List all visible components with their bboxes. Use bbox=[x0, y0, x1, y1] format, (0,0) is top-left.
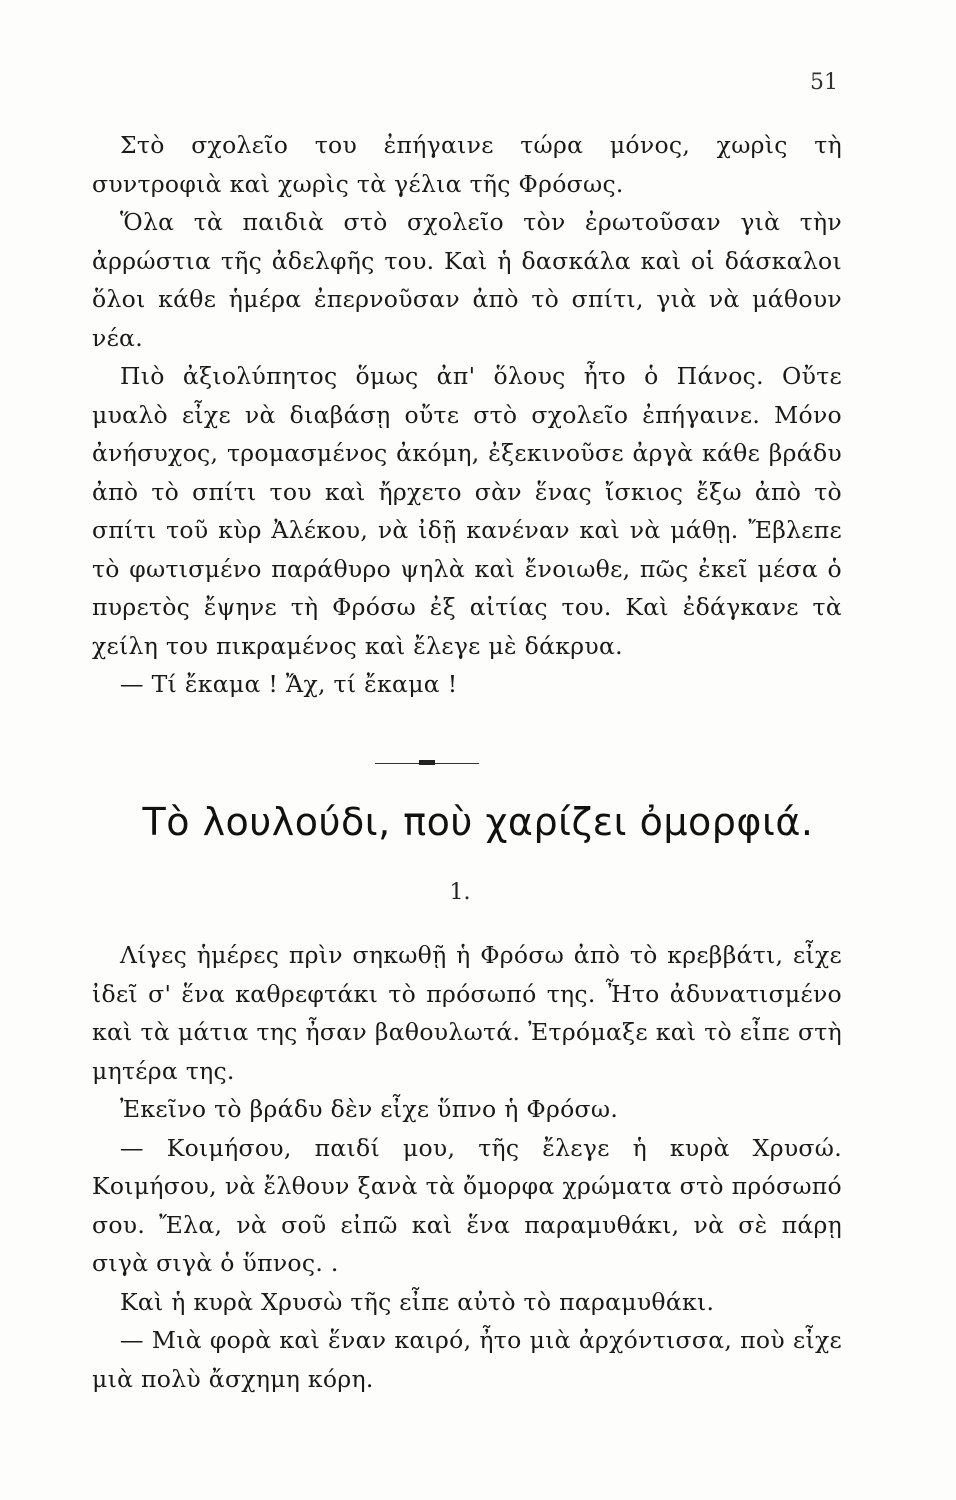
paragraph: Στὸ σχολεῖο του ἐπήγαινε τώρα μόνος, χωρὶς τὴ συντροφιὰ καὶ χωρὶς τὰ γέλια τῆς Φρόσως. bbox=[92, 131, 842, 198]
page-number: 51 bbox=[810, 70, 838, 95]
divider-ornament bbox=[419, 760, 435, 765]
dialogue-line: — Τί ἔκαμα ! Ἄχ, τί ἔκαμα ! bbox=[120, 670, 458, 698]
dialogue-line: — Μιὰ φορὰ καὶ ἕναν καιρό, ἦτο μιὰ ἀρχόντισσα, ποὺ εἶχε μιὰ πολὺ ἄσχημη κόρη. bbox=[92, 1326, 842, 1393]
text-section-after bbox=[92, 936, 842, 1398]
chapter-number: 1. bbox=[449, 880, 471, 905]
paragraph: Καὶ ἡ κυρὰ Χρυσὼ τῆς εἶπε αὐτὸ τὸ παραμυθάκι. bbox=[120, 1287, 715, 1316]
dialogue-line: — Κοιμήσου, παιδί μου, τῆς ἔλεγε ἡ κυρὰ Χρυσώ. Κοιμήσου, νὰ ἔλθουν ξανὰ τὰ ὄμορφα χρώματα στὸ πρόσωπό σου. Ἔλα, νὰ σοῦ εἰπῶ καὶ ἕνα παραμυθάκι, νὰ σὲ πάρῃ σιγὰ σιγὰ ὁ ὕπνος. . bbox=[92, 1133, 842, 1277]
paragraph: Ἐκεῖνο τὸ βράδυ δὲν εἶχε ὕπνο ἡ Φρόσω. bbox=[120, 1095, 619, 1123]
paragraph: Πιὸ ἀξιολύπητος ὅμως ἀπ' ὅλους ἦτο ὁ Πάνος. Οὔτε μυαλὸ εἶχε νὰ διαβάσῃ οὔτε στὸ σχολεῖο ἐπήγαινε. Μόνο ἀνήσυχος, τρομασμένος ἀκόμη, ἐξεκινοῦσε ἀργὰ κάθε βράδυ ἀπὸ τὸ σπίτι του καὶ ἤρχετο σὰν ἕνας ἴσκιος ἔξω ἀπὸ τὸ σπίτι τοῦ κὺρ Ἀλέκου, νὰ ἰδῇ κανέναν καὶ νὰ μάθῃ. Ἔβλεπε τὸ φωτισμένο παράθυρο ψηλὰ καὶ ἔνοιωθε, πῶς ἐκεῖ μέσα ὁ πυρετὸς ἔψηνε τὴ Φρόσω ἐξ αἰτίας του. Καὶ ἐδάγκανε τὰ χείλη του πικραμένος καὶ ἔλεγε μὲ δάκρυα. bbox=[92, 362, 842, 660]
text-section-before bbox=[92, 126, 842, 704]
section-divider bbox=[375, 763, 479, 764]
paragraph: Ὅλα τὰ παιδιὰ στὸ σχολεῖο τὸν ἐρωτοῦσαν γιὰ τὴν ἀρρώστια τῆς ἀδελφῆς του. Καὶ ἡ δασκάλα καὶ οἱ δάσκαλοι ὅλοι κάθε ἡμέρα ἐπερνοῦσαν ἀπὸ τὸ σπίτι, γιὰ νὰ μάθουν νέα. bbox=[92, 208, 842, 352]
paragraph: Λίγες ἡμέρες πρὶν σηκωθῇ ἡ Φρόσω ἀπὸ τὸ κρεββάτι, εἶχε ἰδεῖ σ' ἕνα καθρεφτάκι τὸ πρόσωπό της. Ἦτο ἀδυνατισμένο καὶ τὰ μάτια της ἦσαν βαθουλωτά. Ἐτρόμαξε καὶ τὸ εἶπε στὴ μητέρα της. bbox=[92, 941, 842, 1085]
chapter-title: Τὸ λουλούδι, ποὺ χαρίζει ὀμορφιά. bbox=[142, 800, 814, 844]
